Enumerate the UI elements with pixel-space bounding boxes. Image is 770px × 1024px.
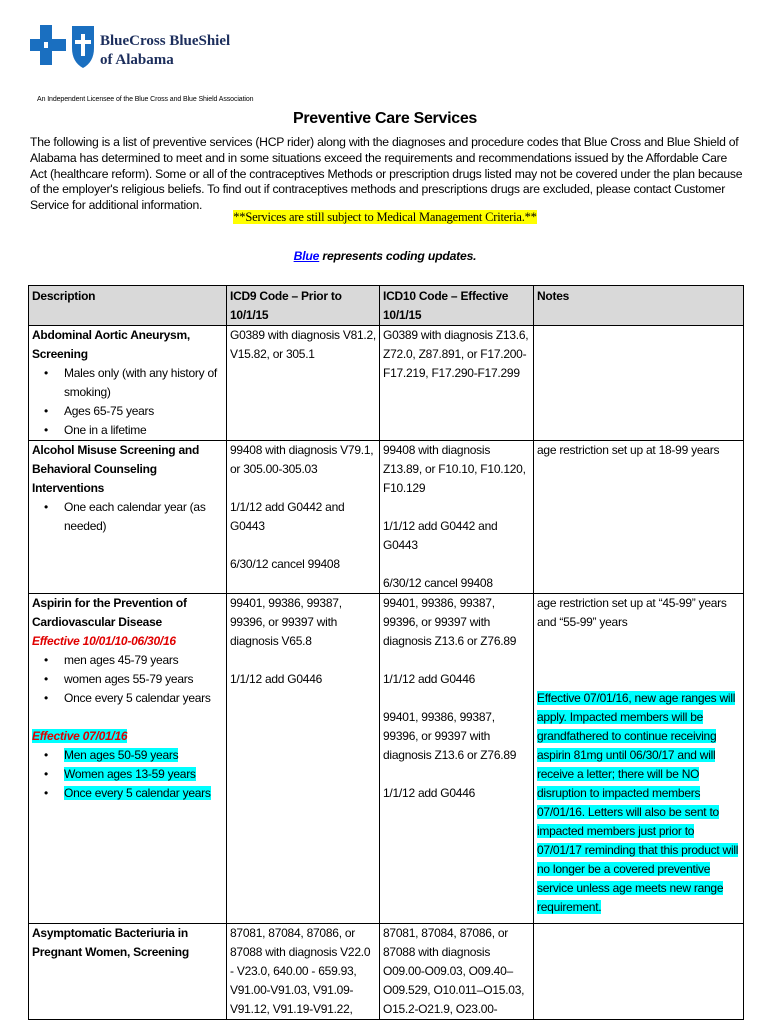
effective-date-label: Effective 10/01/10-06/30/16 (32, 634, 176, 648)
icd10-cell: G0389 with diagnosis Z13.6, Z72.0, Z87.891, or F17.200-F17.219, F17.290-F17.299 (380, 326, 534, 441)
icd10-cell: 87081, 87084, 87086, or 87088 with diagnosis O09.00-O09.03, O09.40–O09.529, O10.011–O15.03, O15.2-O21.9, O23.00- (380, 924, 534, 1020)
notes-cell: age restriction set up at 18-99 years (534, 441, 744, 594)
icd9-cell: 87081, 87084, 87086, or 87088 with diagnosis V22.0 - V23.0, 640.00 - 659.93, V91.00-V91.03, V91.09-V91.12, V91.19-V91.22, (227, 924, 380, 1020)
criteria-note: **Services are still subject to Medical Management Criteria.** (233, 210, 537, 224)
bullet-list: • Men ages 50-59 years • Women ages 13-59 years • Once every 5 calendar years (32, 746, 223, 803)
effective-date-label: Effective 07/01/16 (32, 729, 128, 743)
bcbs-logo (30, 20, 230, 90)
icd9-cell: G0389 with diagnosis V81.2, V15.82, or 305.1 (227, 326, 380, 441)
bullet-list: • Males only (with any history of smoking) • Ages 65-75 years • One in a lifetime (32, 364, 223, 440)
icd9-cell: 99401, 99386, 99387, 99396, or 99397 with diagnosis V65.8 1/1/12 add G0446 (227, 594, 380, 924)
preventive-services-table (28, 285, 744, 1020)
table-row (29, 441, 744, 594)
table-row (29, 924, 744, 1020)
col-header-icd9: ICD9 Code – Prior to 10/1/15 (227, 286, 380, 326)
intro-paragraph: The following is a list of preventive services (HCP rider) along with the diagnoses and procedure codes that Blue Cross and Blue Shield of Alabama has determined to meet and in some situations exceed the requirements and recommendations issued by the Affordable Care Act (healthcare reform). Some or all of the contraceptives Methods or prescription drugs listed may not be covered under the plan because of the employer's religious beliefs. To find out if contraceptives methods and prescriptions drugs are excluded, please contact Customer Service for additional information. (30, 135, 743, 213)
table-row (29, 594, 744, 924)
col-header-notes: Notes (534, 286, 744, 326)
bullet-list: • One each calendar year (as needed) (32, 498, 223, 536)
col-header-icd10: ICD10 Code – Effective 10/1/15 (380, 286, 534, 326)
logo-line2: of Alabama (100, 52, 174, 68)
description-cell: Asymptomatic Bacteriuria in Pregnant Women, Screening (29, 924, 227, 1020)
description-cell: Alcohol Misuse Screening and Behavioral Counseling Interventions • One each calendar year (as needed) (29, 441, 227, 594)
notes-cell: age restriction set up at “45-99” years and “55-99” years Effective 07/01/16, new age ranges will apply. Impacted members will be grandfathered to continue receiving aspirin 81mg until 06/30/17 and will receive a letter; there will be NO disruption to impacted members 07/01/16. Letters will also be sent to impacted members just prior to 07/01/17 reminding that this product will no longer be a covered preventive service unless age meets new range requirement. (534, 594, 744, 924)
coding-update-note: Blue represents coding updates. (293, 249, 477, 263)
icd10-cell: 99408 with diagnosis Z13.89, or F10.10, F10.120, F10.129 1/1/12 add G0442 and G0443 6/30/12 cancel 99408 (380, 441, 534, 594)
notes-cell (534, 326, 744, 441)
table-row (29, 326, 744, 441)
logo-line1: BlueCross BlueShield (100, 33, 230, 49)
icd10-cell: 99401, 99386, 99387, 99396, or 99397 with diagnosis Z13.6 or Z76.89 1/1/12 add G0446 99401, 99386, 99387, 99396, or 99397 with diagnosis Z13.6 or Z76.89 1/1/12 add G0446 (380, 594, 534, 924)
page-title: Preventive Care Services (292, 110, 478, 127)
license-text: An Independent Licensee of the Blue Cross and Blue Shield Association (37, 96, 254, 103)
col-header-description: Description (29, 286, 227, 326)
description-cell: Abdominal Aortic Aneurysm, Screening • Males only (with any history of smoking) • Ages 65-75 years • One in a lifetime (29, 326, 227, 441)
bullet-list: • men ages 45-79 years • women ages 55-79 years • Once every 5 calendar years (32, 651, 223, 708)
cross-icon (30, 25, 66, 65)
icd9-cell: 99408 with diagnosis V79.1, or 305.00-305.03 1/1/12 add G0442 and G0443 6/30/12 cancel 99408 (227, 441, 380, 594)
description-cell: Aspirin for the Prevention of Cardiovascular Disease Effective 10/01/10-06/30/16 • men ages 45-79 years • women ages 55-79 years • Once every 5 calendar years Effective 07/01/16 • Men ages 50-59 years • Women ages 13-59 years • Once every 5 calendar years (29, 594, 227, 924)
table-header-row (29, 286, 744, 326)
shield-icon (72, 26, 94, 68)
notes-cell (534, 924, 744, 1020)
